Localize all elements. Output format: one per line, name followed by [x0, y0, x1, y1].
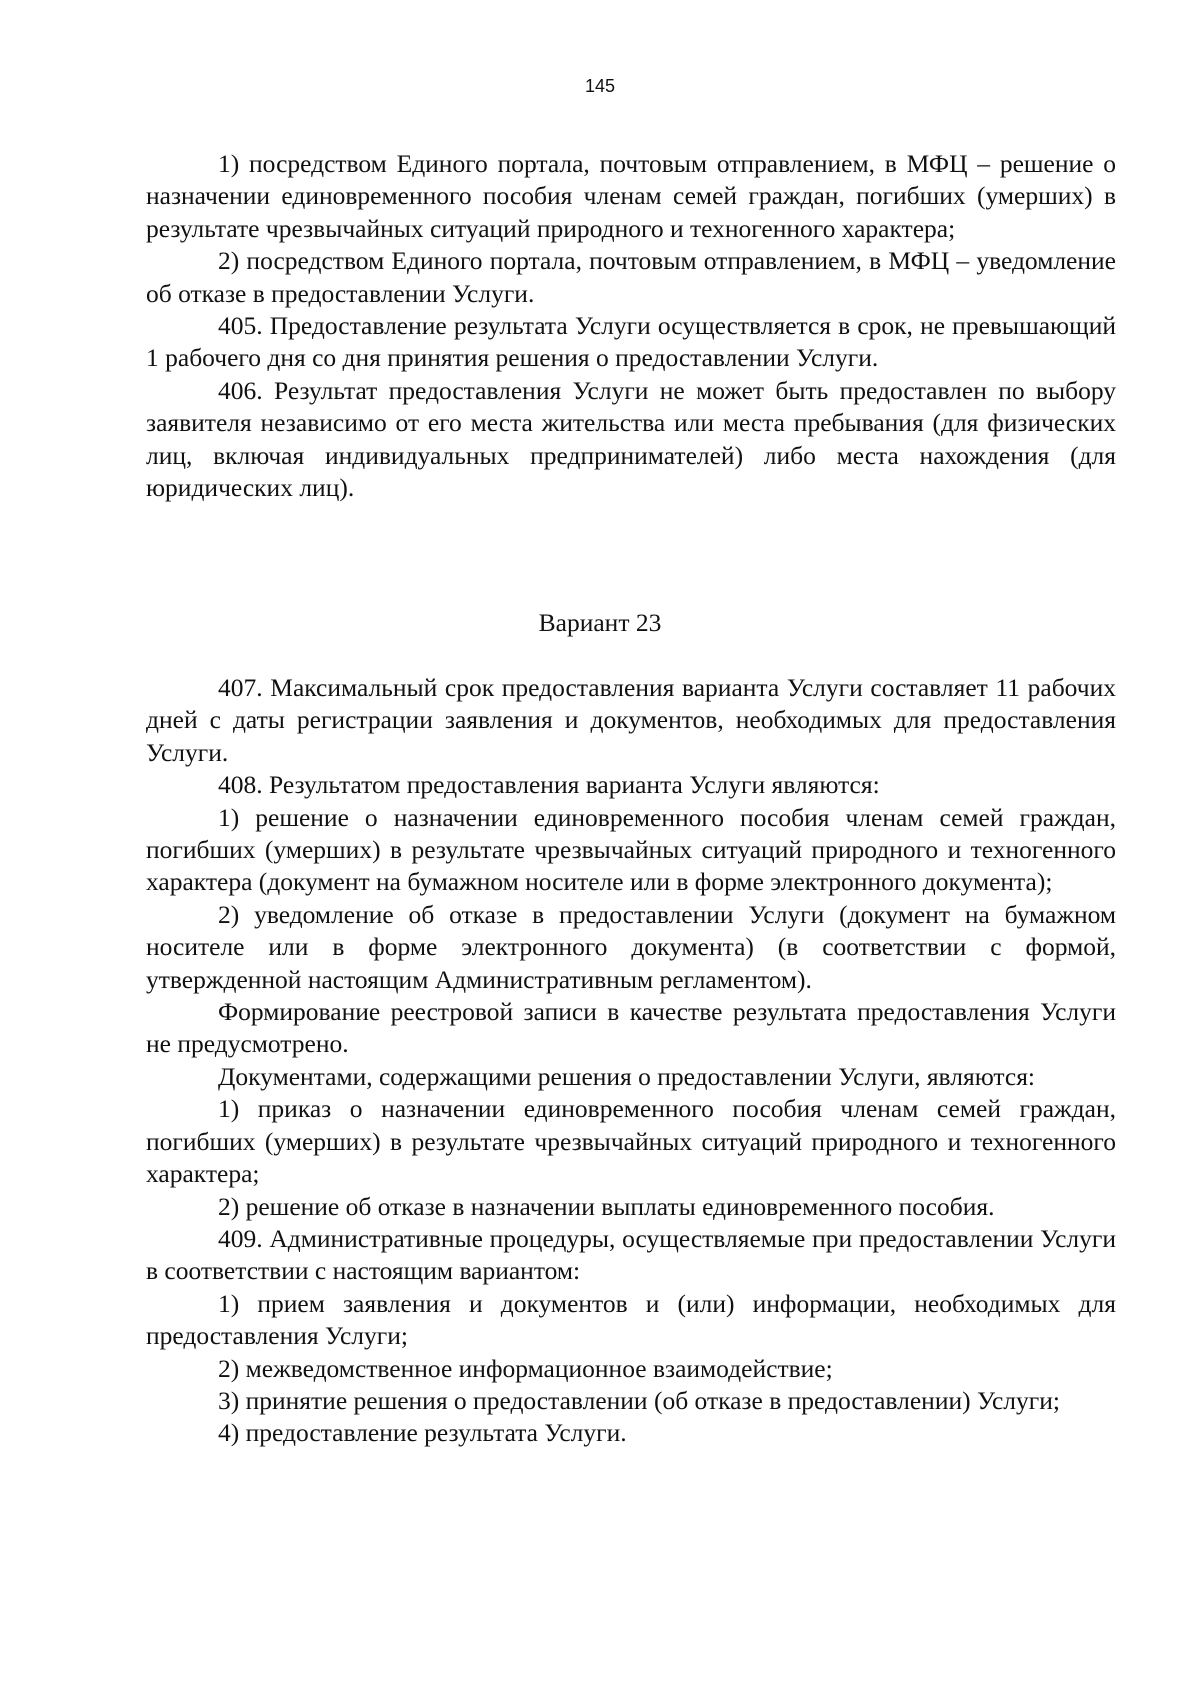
list-item-procedure-3: 3) принятие решения о предоставлении (об отказе в предоставлении) Услуги; [218, 1385, 1060, 1415]
paragraph-result-delivery-1: 1) посредством Единого портала, почтовым отправлением, в МФЦ – решение о назначении единовременного пособия членам семей граждан, погибших (умерших) в результате чрезвычайных ситуаций природного и техногенного характера; [146, 149, 1116, 243]
list-item-decision: 1) решение о назначении единовременного пособия членам семей граждан, погибших (умерших) в результате чрезвычайных ситуаций природного и техногенного характера (документ на бумажном носителе или в форме электронного документа); [146, 802, 1116, 897]
section-top [146, 148, 1116, 504]
list-item-order: 1) приказ о назначении единовременного пособия членам семей граждан, погибших (умерших) в результате чрезвычайных ситуаций природного и техногенного характера; [146, 1094, 1116, 1189]
section-heading: Вариант 23 [538, 608, 662, 637]
paragraph-407: 407. Максимальный срок предоставления варианта Услуги составляет 11 рабочих дней с даты регистрации заявления и документов, необходимых для предоставления Услуги. [146, 673, 1116, 767]
paragraph-decision-documents: Документами, содержащими решения о предоставлении Услуги, являются: [218, 1061, 1036, 1091]
paragraph-registry-record: Формирование реестровой записи в качестве результата предоставления Услуги не предусмотрено. [146, 997, 1116, 1059]
paragraph-409: 409. Административные процедуры, осуществляемые при предоставлении Услуги в соответствии с настоящим вариантом: [146, 1223, 1116, 1286]
list-item-refusal-decision: 2) решение об отказе в назначении выплаты единовременного пособия. [218, 1191, 995, 1221]
paragraph-result-delivery-2: 2) посредством Единого портала, почтовым отправлением, в МФЦ – уведомление об отказе в предоставлении Услуги. [146, 246, 1116, 308]
list-item-procedure-2: 2) межведомственное информационное взаимодействие; [218, 1353, 833, 1383]
list-item-refusal-notice: 2) уведомление об отказе в предоставлении Услуги (документ на бумажном носителе или в форме электронного документа) (в соответствии с формой, утвержденной настоящим Административным регламентом). [146, 899, 1116, 994]
paragraph-408: 408. Результатом предоставления варианта Услуги являются: [218, 770, 880, 800]
list-item-procedure-4: 4) предоставление результата Услуги. [218, 1418, 627, 1448]
paragraph-405: 405. Предоставление результата Услуги осуществляется в срок, не превышающий 1 рабочего дня со дня принятия решения о предоставлении Услуги. [146, 311, 1116, 373]
paragraph-406: 406. Результат предоставления Услуги не может быть предоставлен по выбору заявителя независимо от его места жительства или места пребывания (для физических лиц, включая индивидуальных предпринимателей) либо места нахождения (для юридических лиц). [146, 375, 1116, 503]
page-number: 145 [584, 76, 616, 96]
section-bottom [146, 672, 1116, 1450]
list-item-procedure-1: 1) прием заявления и документов и (или) информации, необходимых для предоставления Услуги; [146, 1288, 1116, 1351]
